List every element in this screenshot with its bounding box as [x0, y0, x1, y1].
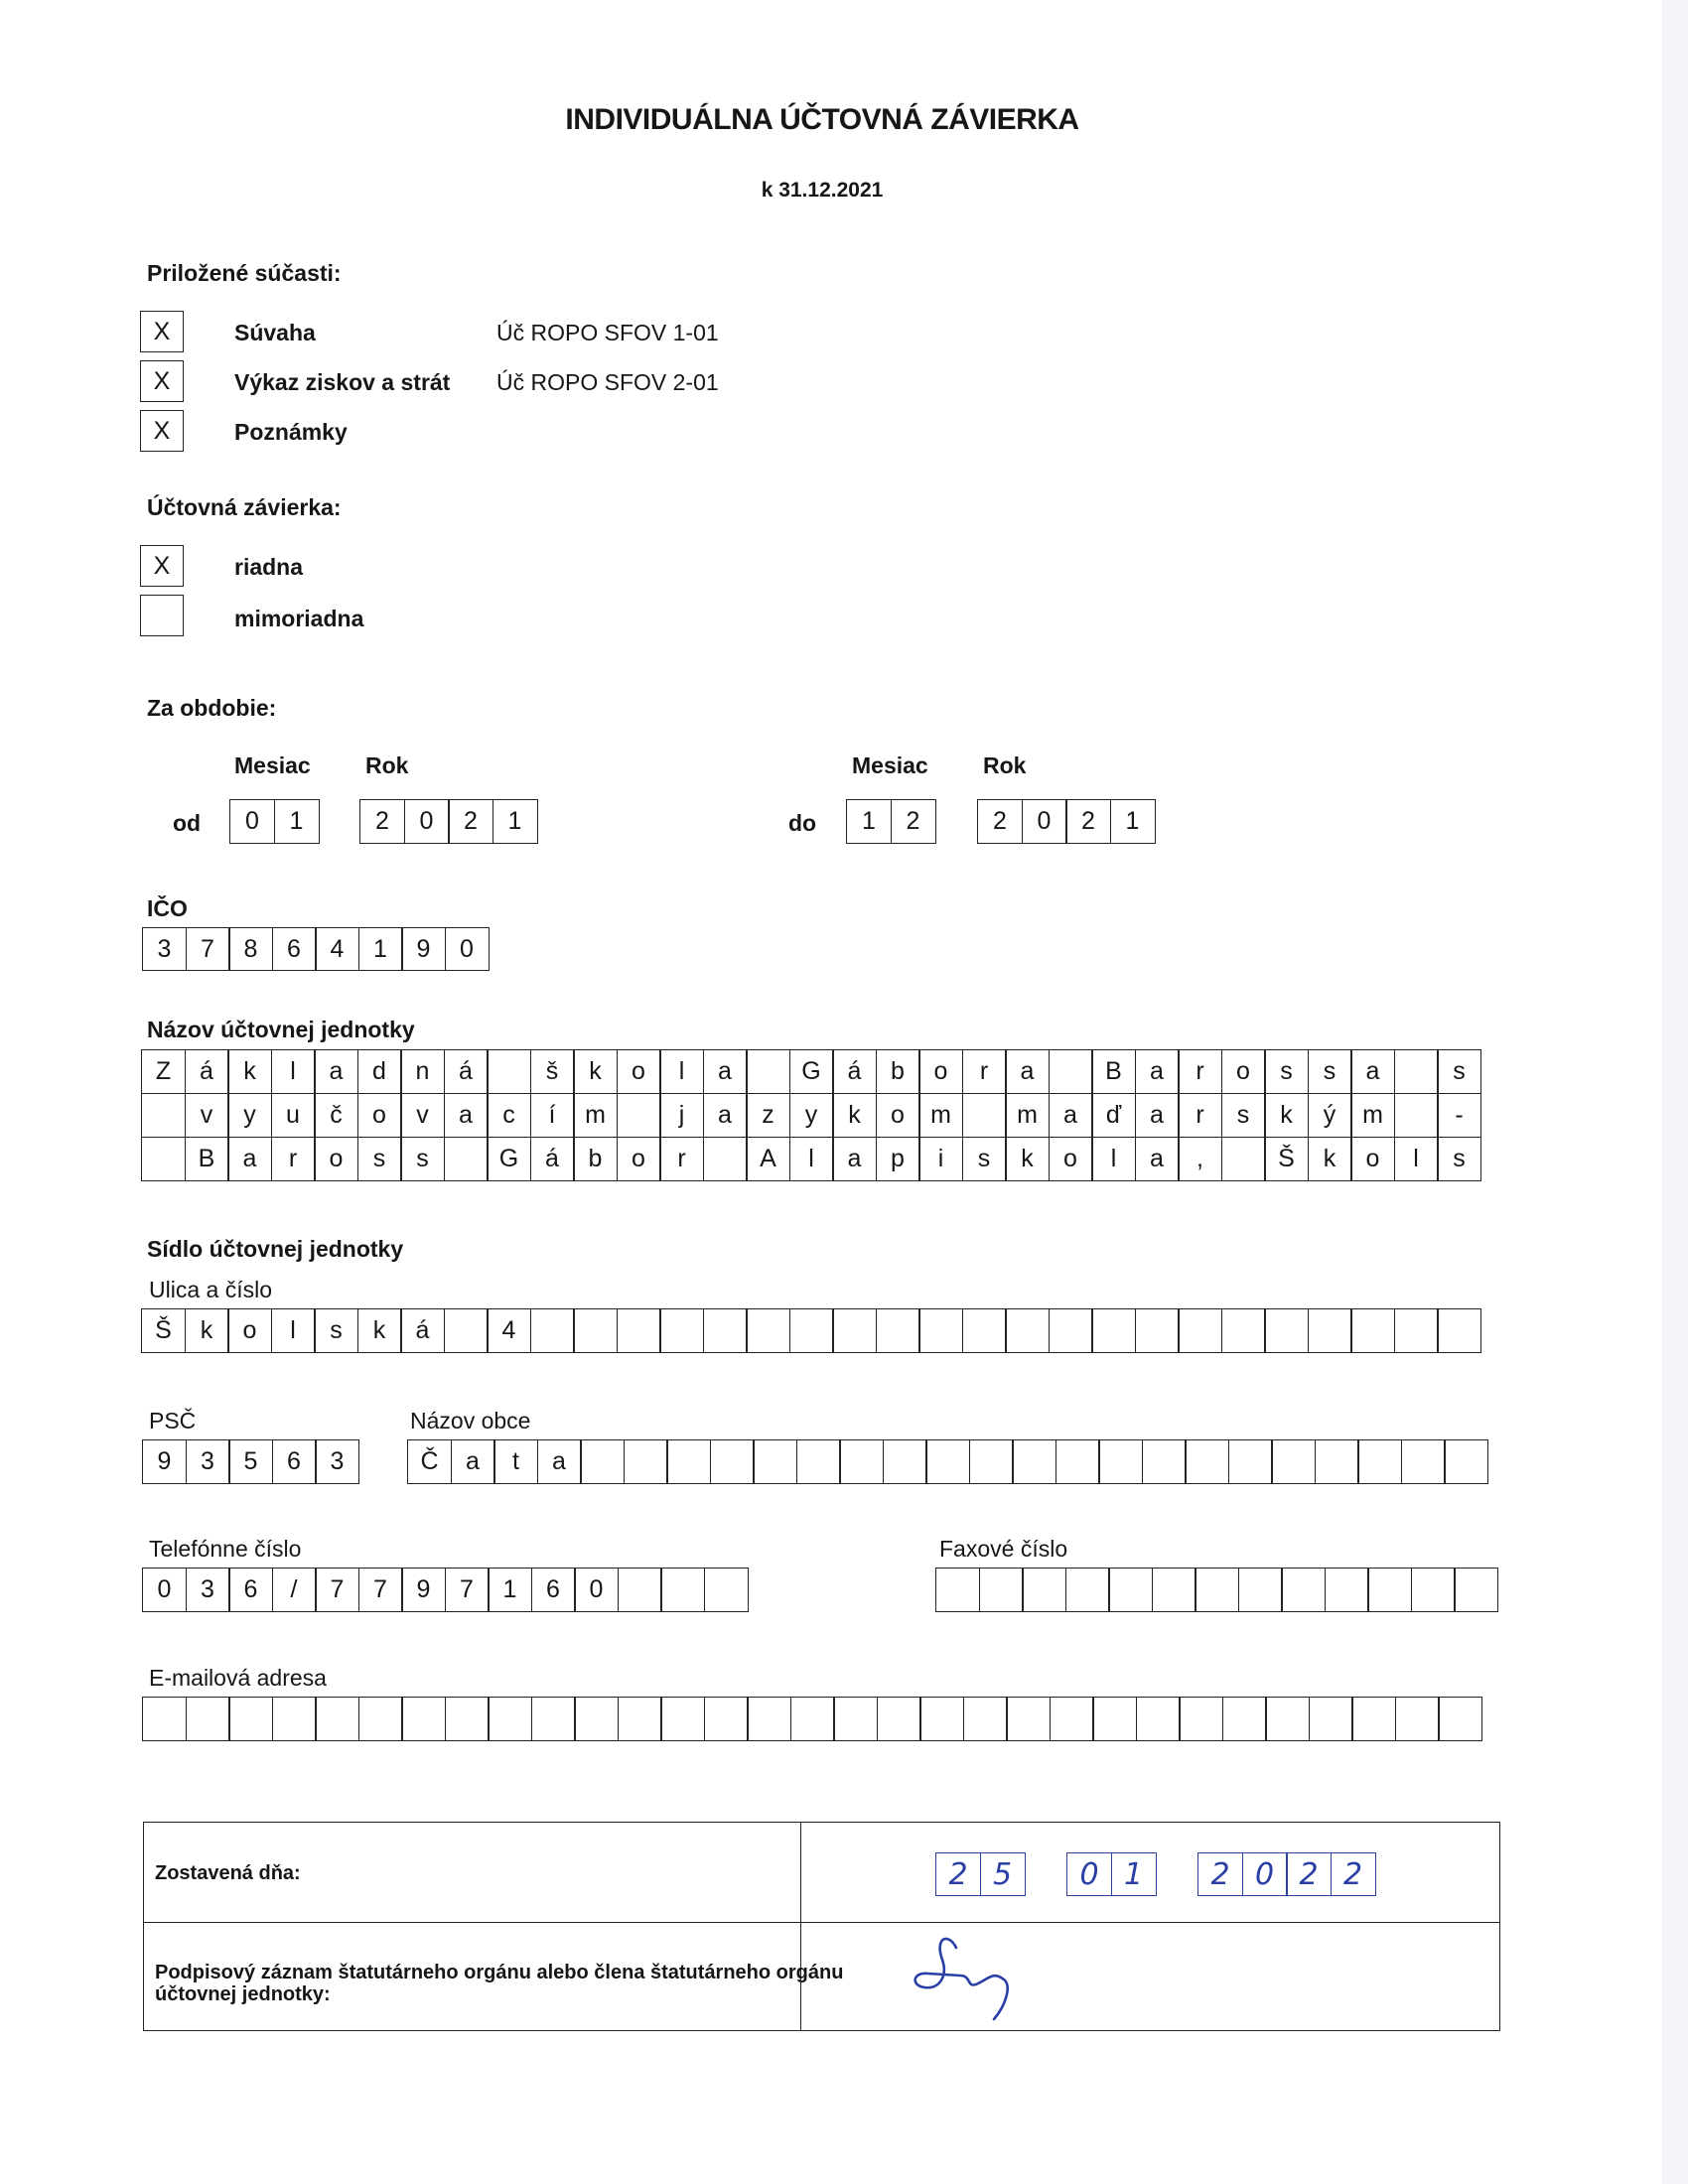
- char-cell: [832, 1308, 877, 1353]
- label-riadna: riadna: [234, 554, 304, 580]
- char-cell: [1221, 1138, 1266, 1181]
- char-cell: [1222, 1697, 1267, 1741]
- char-cell: [531, 1697, 576, 1741]
- char-cell: o: [617, 1138, 661, 1181]
- char-cell: [1394, 1094, 1439, 1138]
- char-cell: a: [314, 1049, 358, 1094]
- char-cell: l: [789, 1138, 834, 1181]
- char-cell: v: [185, 1094, 229, 1138]
- char-cell: m: [573, 1094, 618, 1138]
- char-cell: a: [451, 1439, 495, 1484]
- char-cell: y: [227, 1094, 272, 1138]
- char-cell: [746, 1049, 790, 1094]
- digit-cell: 8: [228, 927, 273, 971]
- char-cell: a: [1135, 1049, 1180, 1094]
- digit-cell: 6: [228, 1568, 273, 1612]
- digit-cell: 1: [358, 927, 403, 971]
- entity-name-row-3: [141, 1138, 1480, 1181]
- char-cell: [703, 1308, 748, 1353]
- checkbox-riadna[interactable]: X: [140, 545, 184, 587]
- handwritten-digit: 2: [1286, 1852, 1332, 1896]
- char-cell: [1049, 1049, 1093, 1094]
- char-cell: a: [537, 1439, 582, 1484]
- code-suvaha: Úč ROPO SFOV 1-01: [496, 320, 719, 345]
- char-cell: m: [1005, 1094, 1050, 1138]
- checkbox-poznamky[interactable]: X: [140, 410, 184, 452]
- char-cell: [272, 1697, 317, 1741]
- address-heading: Sídlo účtovnej jednotky: [147, 1236, 404, 1262]
- char-cell: s: [1437, 1138, 1481, 1181]
- char-cell: o: [1049, 1138, 1093, 1181]
- char-cell: s: [357, 1138, 402, 1181]
- char-cell: [1228, 1439, 1273, 1484]
- char-cell: l: [659, 1049, 704, 1094]
- handwritten-digit: 2: [1331, 1852, 1376, 1896]
- char-cell: [141, 1138, 186, 1181]
- char-cell: [925, 1439, 970, 1484]
- psc-field[interactable]: [142, 1439, 358, 1484]
- checkbox-suvaha[interactable]: X: [140, 311, 184, 352]
- digit-cell: [935, 1568, 980, 1612]
- char-cell: s: [1308, 1049, 1352, 1094]
- char-cell: k: [185, 1308, 229, 1353]
- char-cell: t: [493, 1439, 538, 1484]
- char-cell: [617, 1094, 661, 1138]
- label-poznamky: Poznámky: [234, 419, 348, 445]
- char-cell: [659, 1308, 704, 1353]
- char-cell: ý: [1308, 1094, 1352, 1138]
- digit-cell: 6: [272, 1439, 317, 1484]
- digit-cell: 2: [1065, 799, 1111, 844]
- char-cell: r: [962, 1049, 1007, 1094]
- digit-cell: 5: [228, 1439, 273, 1484]
- digit-cell: 7: [358, 1568, 403, 1612]
- char-cell: š: [530, 1049, 575, 1094]
- char-cell: á: [530, 1138, 575, 1181]
- char-cell: o: [357, 1094, 402, 1138]
- digit-cell: 3: [315, 1439, 359, 1484]
- char-cell: [790, 1697, 835, 1741]
- digit-cell: 0: [404, 799, 450, 844]
- char-cell: k: [1264, 1094, 1309, 1138]
- from-year-field[interactable]: [359, 799, 536, 844]
- char-cell: l: [1091, 1138, 1136, 1181]
- char-cell: [918, 1308, 963, 1353]
- digit-cell: 1: [488, 1568, 532, 1612]
- char-cell: [1350, 1308, 1395, 1353]
- char-cell: [962, 1094, 1007, 1138]
- to-year-field[interactable]: [977, 799, 1154, 844]
- char-cell: l: [271, 1308, 316, 1353]
- char-cell: G: [487, 1138, 531, 1181]
- char-cell: 4: [487, 1308, 531, 1353]
- fax-label: Faxové číslo: [939, 1536, 1068, 1562]
- handwritten-digit: 0: [1242, 1852, 1288, 1896]
- char-cell: c: [487, 1094, 531, 1138]
- char-cell: a: [444, 1094, 489, 1138]
- char-cell: [1264, 1308, 1309, 1353]
- char-cell: [1265, 1697, 1310, 1741]
- email-label: E-mailová adresa: [149, 1665, 327, 1691]
- char-cell: b: [573, 1138, 618, 1181]
- char-cell: [1444, 1439, 1488, 1484]
- char-cell: -: [1437, 1094, 1481, 1138]
- checkbox-vykaz[interactable]: X: [140, 360, 184, 402]
- char-cell: [1178, 1308, 1222, 1353]
- char-cell: [1438, 1697, 1482, 1741]
- from-year-label: Rok: [365, 752, 409, 778]
- char-cell: [358, 1697, 403, 1741]
- char-cell: a: [227, 1138, 272, 1181]
- char-cell: k: [573, 1049, 618, 1094]
- char-cell: m: [918, 1094, 963, 1138]
- char-cell: y: [789, 1094, 834, 1138]
- char-cell: k: [1005, 1138, 1050, 1181]
- char-cell: s: [400, 1138, 445, 1181]
- char-cell: [1179, 1697, 1223, 1741]
- char-cell: [839, 1439, 884, 1484]
- entity-name-field[interactable]: [141, 1049, 1480, 1181]
- digit-cell: 2: [448, 799, 493, 844]
- char-cell: s: [962, 1138, 1007, 1181]
- char-cell: [142, 1697, 187, 1741]
- char-cell: k: [832, 1094, 877, 1138]
- char-cell: [1351, 1697, 1396, 1741]
- statement-type-heading: Účtovná závierka:: [147, 494, 342, 520]
- label-mimoriadna: mimoriadna: [234, 606, 364, 631]
- char-cell: [789, 1308, 834, 1353]
- digit-cell: 9: [401, 1568, 446, 1612]
- signature-image: [899, 1930, 1097, 2029]
- digit-cell: 2: [977, 799, 1023, 844]
- handwritten-digit: 5: [980, 1852, 1026, 1896]
- char-cell: [1098, 1439, 1143, 1484]
- char-cell: p: [876, 1138, 920, 1181]
- char-cell: r: [1178, 1049, 1222, 1094]
- char-cell: [141, 1094, 186, 1138]
- char-cell: [1006, 1697, 1051, 1741]
- char-cell: [530, 1308, 575, 1353]
- char-cell: [833, 1697, 878, 1741]
- char-cell: [1091, 1308, 1136, 1353]
- char-cell: [1185, 1439, 1229, 1484]
- digit-cell: 0: [142, 1568, 187, 1612]
- char-cell: [1271, 1439, 1316, 1484]
- digit-cell: 2: [359, 799, 405, 844]
- char-cell: o: [1350, 1138, 1395, 1181]
- digit-cell: 7: [315, 1568, 359, 1612]
- char-cell: á: [400, 1308, 445, 1353]
- char-cell: [753, 1439, 797, 1484]
- period-heading: Za obdobie:: [147, 695, 277, 721]
- char-cell: [574, 1697, 619, 1741]
- from-label: od: [173, 810, 202, 836]
- document-title: INDIVIDUÁLNA ÚČTOVNÁ ZÁVIERKA: [565, 103, 1079, 136]
- digit-cell: [1367, 1568, 1412, 1612]
- char-cell: Č: [407, 1439, 452, 1484]
- char-cell: o: [918, 1049, 963, 1094]
- char-cell: á: [832, 1049, 877, 1094]
- char-cell: a: [1005, 1049, 1050, 1094]
- signature-label-line-1: Podpisový záznam štatutárneho orgánu alebo člena štatutárneho orgánu: [155, 1962, 844, 1983]
- char-cell: [573, 1308, 618, 1353]
- digit-cell: [1022, 1568, 1066, 1612]
- char-cell: [1136, 1697, 1181, 1741]
- char-cell: [710, 1439, 755, 1484]
- char-cell: [1142, 1439, 1187, 1484]
- digit-cell: [1152, 1568, 1196, 1612]
- char-cell: [1394, 1308, 1439, 1353]
- char-cell: [1437, 1308, 1481, 1353]
- char-cell: í: [530, 1094, 575, 1138]
- digit-cell: [660, 1568, 705, 1612]
- char-cell: o: [876, 1094, 920, 1138]
- char-cell: Š: [141, 1308, 186, 1353]
- digit-cell: 2: [891, 799, 936, 844]
- digit-cell: [1238, 1568, 1283, 1612]
- signoff-table: [143, 1822, 1500, 2031]
- street-field[interactable]: [141, 1308, 1480, 1353]
- char-cell: a: [1135, 1094, 1180, 1138]
- scan-edge: [1662, 0, 1688, 2184]
- char-cell: [1049, 1308, 1093, 1353]
- char-cell: Š: [1264, 1138, 1309, 1181]
- to-label: do: [788, 810, 817, 836]
- digit-cell: 7: [445, 1568, 490, 1612]
- document-date: k 31.12.2021: [761, 179, 884, 202]
- char-cell: [1357, 1439, 1402, 1484]
- char-cell: A: [746, 1138, 790, 1181]
- char-cell: k: [357, 1308, 402, 1353]
- char-cell: i: [918, 1138, 963, 1181]
- char-cell: a: [1049, 1094, 1093, 1138]
- to-month-field[interactable]: [846, 799, 934, 844]
- char-cell: [401, 1697, 446, 1741]
- table-divider-horizontal: [144, 1922, 1499, 1923]
- char-cell: j: [659, 1094, 704, 1138]
- char-cell: m: [1350, 1094, 1395, 1138]
- char-cell: [1401, 1439, 1446, 1484]
- char-cell: r: [1178, 1094, 1222, 1138]
- char-cell: [315, 1697, 359, 1741]
- digit-cell: [1411, 1568, 1456, 1612]
- digit-cell: 3: [186, 1568, 230, 1612]
- char-cell: [963, 1697, 1008, 1741]
- char-cell: [186, 1697, 230, 1741]
- char-cell: [704, 1697, 749, 1741]
- char-cell: l: [271, 1049, 316, 1094]
- char-cell: s: [314, 1308, 358, 1353]
- phone-label: Telefónne číslo: [149, 1536, 302, 1562]
- char-cell: a: [703, 1094, 748, 1138]
- char-cell: [1135, 1308, 1180, 1353]
- digit-cell: [1325, 1568, 1369, 1612]
- digit-cell: 1: [274, 799, 320, 844]
- char-cell: [919, 1697, 964, 1741]
- char-cell: ,: [1178, 1138, 1222, 1181]
- digit-cell: 6: [531, 1568, 576, 1612]
- char-cell: [228, 1697, 273, 1741]
- digit-cell: [618, 1568, 662, 1612]
- char-cell: [624, 1439, 668, 1484]
- digit-cell: [979, 1568, 1024, 1612]
- char-cell: o: [617, 1049, 661, 1094]
- char-cell: [796, 1439, 841, 1484]
- char-cell: [1308, 1308, 1352, 1353]
- handwritten-digit: 2: [935, 1852, 981, 1896]
- char-cell: [1012, 1439, 1056, 1484]
- char-cell: [445, 1697, 490, 1741]
- from-month-label: Mesiac: [234, 752, 311, 778]
- char-cell: n: [400, 1049, 445, 1094]
- email-field[interactable]: [142, 1697, 1481, 1741]
- char-cell: z: [746, 1094, 790, 1138]
- char-cell: [1005, 1308, 1050, 1353]
- compiled-month-field[interactable]: [1066, 1852, 1155, 1896]
- psc-label: PSČ: [149, 1408, 197, 1433]
- char-cell: o: [227, 1308, 272, 1353]
- digit-cell: 4: [315, 927, 359, 971]
- char-cell: [883, 1439, 927, 1484]
- city-label: Názov obce: [410, 1408, 531, 1433]
- digit-cell: 9: [142, 1439, 187, 1484]
- char-cell: [580, 1439, 625, 1484]
- label-suvaha: Súvaha: [234, 320, 316, 345]
- from-month-field[interactable]: [229, 799, 318, 844]
- digit-cell: [1108, 1568, 1153, 1612]
- char-cell: o: [314, 1138, 358, 1181]
- char-cell: á: [444, 1049, 489, 1094]
- to-year-label: Rok: [983, 752, 1027, 778]
- phone-field[interactable]: [142, 1568, 747, 1612]
- handwritten-digit: 2: [1197, 1852, 1243, 1896]
- char-cell: v: [400, 1094, 445, 1138]
- signature-label: [155, 1962, 843, 2005]
- digit-cell: 6: [272, 927, 317, 971]
- char-cell: [1055, 1439, 1100, 1484]
- char-cell: b: [876, 1049, 920, 1094]
- digit-cell: 9: [401, 927, 446, 971]
- digit-cell: 3: [142, 927, 187, 971]
- char-cell: a: [1135, 1138, 1180, 1181]
- char-cell: G: [789, 1049, 834, 1094]
- char-cell: [617, 1308, 661, 1353]
- char-cell: Z: [141, 1049, 186, 1094]
- char-cell: [746, 1308, 790, 1353]
- digit-cell: 0: [1022, 799, 1067, 844]
- char-cell: [1315, 1439, 1359, 1484]
- char-cell: [487, 1049, 531, 1094]
- char-cell: u: [271, 1094, 316, 1138]
- entity-name-label: Názov účtovnej jednotky: [147, 1017, 415, 1042]
- char-cell: s: [1437, 1049, 1481, 1094]
- char-cell: [1092, 1697, 1137, 1741]
- char-cell: [488, 1697, 532, 1741]
- street-label: Ulica a číslo: [149, 1277, 272, 1302]
- to-month-label: Mesiac: [852, 752, 928, 778]
- compiled-day-field[interactable]: [935, 1852, 1024, 1896]
- char-cell: [1050, 1697, 1094, 1741]
- char-cell: á: [185, 1049, 229, 1094]
- char-cell: [1395, 1697, 1440, 1741]
- compiled-year-field[interactable]: [1197, 1852, 1374, 1896]
- ico-field[interactable]: [142, 927, 488, 971]
- entity-name-row-1: [141, 1049, 1480, 1094]
- char-cell: [444, 1138, 489, 1181]
- digit-cell: 7: [186, 927, 230, 971]
- char-cell: a: [1350, 1049, 1395, 1094]
- char-cell: [969, 1439, 1014, 1484]
- char-cell: r: [659, 1138, 704, 1181]
- entity-name-row-2: [141, 1094, 1480, 1138]
- digit-cell: 1: [492, 799, 538, 844]
- digit-cell: 3: [186, 1439, 230, 1484]
- char-cell: [747, 1697, 791, 1741]
- digit-cell: 0: [574, 1568, 619, 1612]
- checkbox-mimoriadna[interactable]: [140, 595, 184, 636]
- handwritten-digit: 1: [1111, 1852, 1157, 1896]
- ico-label: IČO: [147, 895, 188, 921]
- char-cell: [1394, 1049, 1439, 1094]
- city-field[interactable]: [407, 1439, 1487, 1484]
- char-cell: [444, 1308, 489, 1353]
- char-cell: a: [832, 1138, 877, 1181]
- char-cell: s: [1264, 1049, 1309, 1094]
- char-cell: B: [1091, 1049, 1136, 1094]
- char-cell: B: [185, 1138, 229, 1181]
- char-cell: [876, 1308, 920, 1353]
- digit-cell: [1281, 1568, 1326, 1612]
- char-cell: [877, 1697, 921, 1741]
- char-cell: d: [357, 1049, 402, 1094]
- digit-cell: [1065, 1568, 1110, 1612]
- char-cell: [1221, 1308, 1266, 1353]
- char-cell: [962, 1308, 1007, 1353]
- digit-cell: 1: [846, 799, 892, 844]
- char-cell: ď: [1091, 1094, 1136, 1138]
- code-vykaz: Úč ROPO SFOV 2-01: [496, 369, 719, 395]
- char-cell: l: [1394, 1138, 1439, 1181]
- label-vykaz: Výkaz ziskov a strát: [234, 369, 451, 395]
- digit-cell: [1454, 1568, 1498, 1612]
- char-cell: k: [1308, 1138, 1352, 1181]
- digit-cell: [1195, 1568, 1239, 1612]
- handwritten-digit: 0: [1066, 1852, 1112, 1896]
- compiled-label: Zostavená dňa:: [155, 1862, 301, 1884]
- digit-cell: 1: [1110, 799, 1156, 844]
- char-cell: [666, 1439, 711, 1484]
- attachments-heading: Priložené súčasti:: [147, 260, 342, 286]
- char-cell: a: [703, 1049, 748, 1094]
- char-cell: s: [1221, 1094, 1266, 1138]
- digit-cell: 0: [445, 927, 490, 971]
- digit-cell: /: [272, 1568, 317, 1612]
- digit-cell: [704, 1568, 749, 1612]
- fax-field[interactable]: [935, 1568, 1497, 1612]
- digit-cell: 0: [229, 799, 275, 844]
- signature-label-line-2: účtovnej jednotky:: [155, 1983, 331, 2005]
- char-cell: č: [314, 1094, 358, 1138]
- char-cell: r: [271, 1138, 316, 1181]
- char-cell: [703, 1138, 748, 1181]
- char-cell: [1309, 1697, 1353, 1741]
- char-cell: [618, 1697, 662, 1741]
- char-cell: k: [227, 1049, 272, 1094]
- char-cell: o: [1221, 1049, 1266, 1094]
- char-cell: [660, 1697, 705, 1741]
